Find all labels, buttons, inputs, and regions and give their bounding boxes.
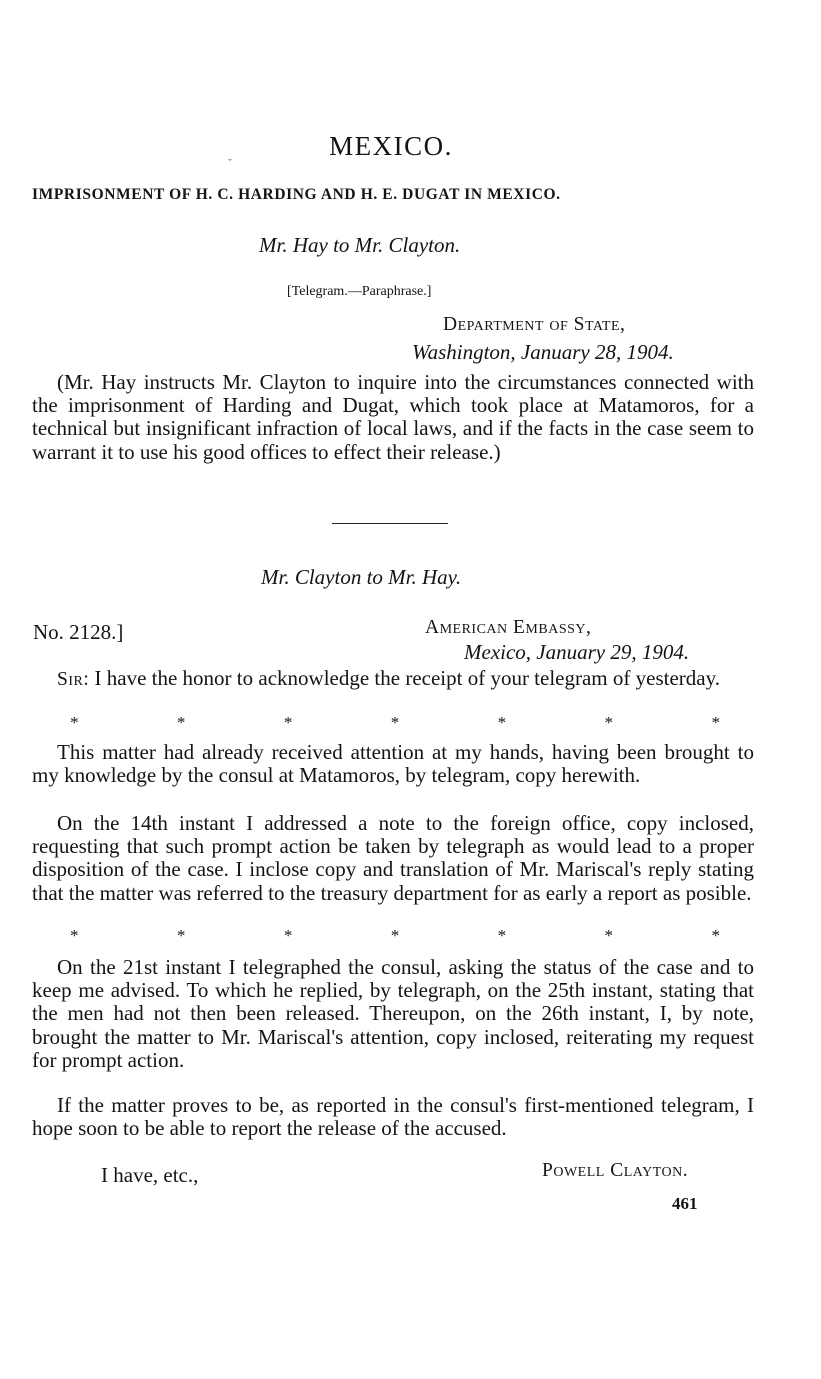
letter1-dateline: Washington, January 28, 1904. [412,340,674,364]
printer-mark: ˇ [228,156,232,170]
ellipsis-star: * [283,713,293,732]
ellipsis-star: * [176,713,186,732]
ellipsis-row [70,713,720,733]
telegram-note: [Telegram.—Paraphrase.] [287,284,432,299]
ellipsis-star: * [390,926,400,945]
letter2-paragraph: If the matter proves to be, as reported in the consul's first-mentioned telegram, I hope soon to be able to report the release of the accused. [32,1093,754,1141]
page-number: 461 [672,1194,698,1213]
ellipsis-star: * [497,713,507,732]
signature: Powell Clayton. [542,1160,689,1181]
letter2-paragraph: On the 14th instant I addressed a note to the foreign office, copy inclosed, requesting that such prompt action be taken by telegraph as would lead to a proper disposition of the case. I inclose copy and translation of Mr. Mariscal's reply stating that the matter was referred to the treasury department for as early a report as posible. [32,811,754,905]
opening-text: I have the honor to acknowledge the receipt of your telegram of yesterday. [89,666,720,690]
despatch-number: No. 2128.] [33,620,124,644]
ellipsis-row [70,926,720,946]
letter1-office: Department of State, [443,314,626,335]
ellipsis-star: * [176,926,186,945]
ellipsis-star: * [283,926,293,945]
letter2-opening [32,667,754,691]
salutation: Sir: [57,669,90,690]
letter2-paragraph: This matter had already received attention at my hands, having been brought to my knowledge by the consul at Matamoros, by telegram, copy herewith. [32,740,754,788]
letter1-body: (Mr. Hay instructs Mr. Clayton to inquire into the circumstances connected with the imprisonment of Harding and Dugat, which took place at Matamoros, for a technical but insignificant infraction of local laws, and if the facts in the case seem to warrant it to use his good offices to effect their release.) [32,370,754,464]
subject-heading: IMPRISONMENT OF H. C. HARDING AND H. E. DUGAT IN MEXICO. [32,186,561,203]
ellipsis-star: * [390,713,400,732]
ellipsis-star: * [604,926,614,945]
ellipsis-star: * [70,926,79,945]
letter2-heading: Mr. Clayton to Mr. Hay. [261,565,462,589]
letter1-heading: Mr. Hay to Mr. Clayton. [259,233,461,257]
ellipsis-star: * [497,926,507,945]
closing: I have, etc., [101,1163,199,1187]
section-divider [332,523,448,524]
ellipsis-star: * [711,926,720,945]
letter2-office: American Embassy, [425,617,592,638]
letter2-dateline: Mexico, January 29, 1904. [464,640,690,664]
ellipsis-star: * [70,713,79,732]
country-heading: MEXICO. [329,131,453,161]
ellipsis-star: * [711,713,720,732]
ellipsis-star: * [604,713,614,732]
letter2-paragraph: On the 21st instant I telegraphed the consul, asking the status of the case and to keep me advised. To which he replied, by telegraph, on the 25th instant, stating that the men had not then been released. Thereupon, on the 26th instant, I, by note, brought the matter to Mr. Mariscal's attention, copy inclosed, reiterating my request for prompt action. [32,955,754,1072]
